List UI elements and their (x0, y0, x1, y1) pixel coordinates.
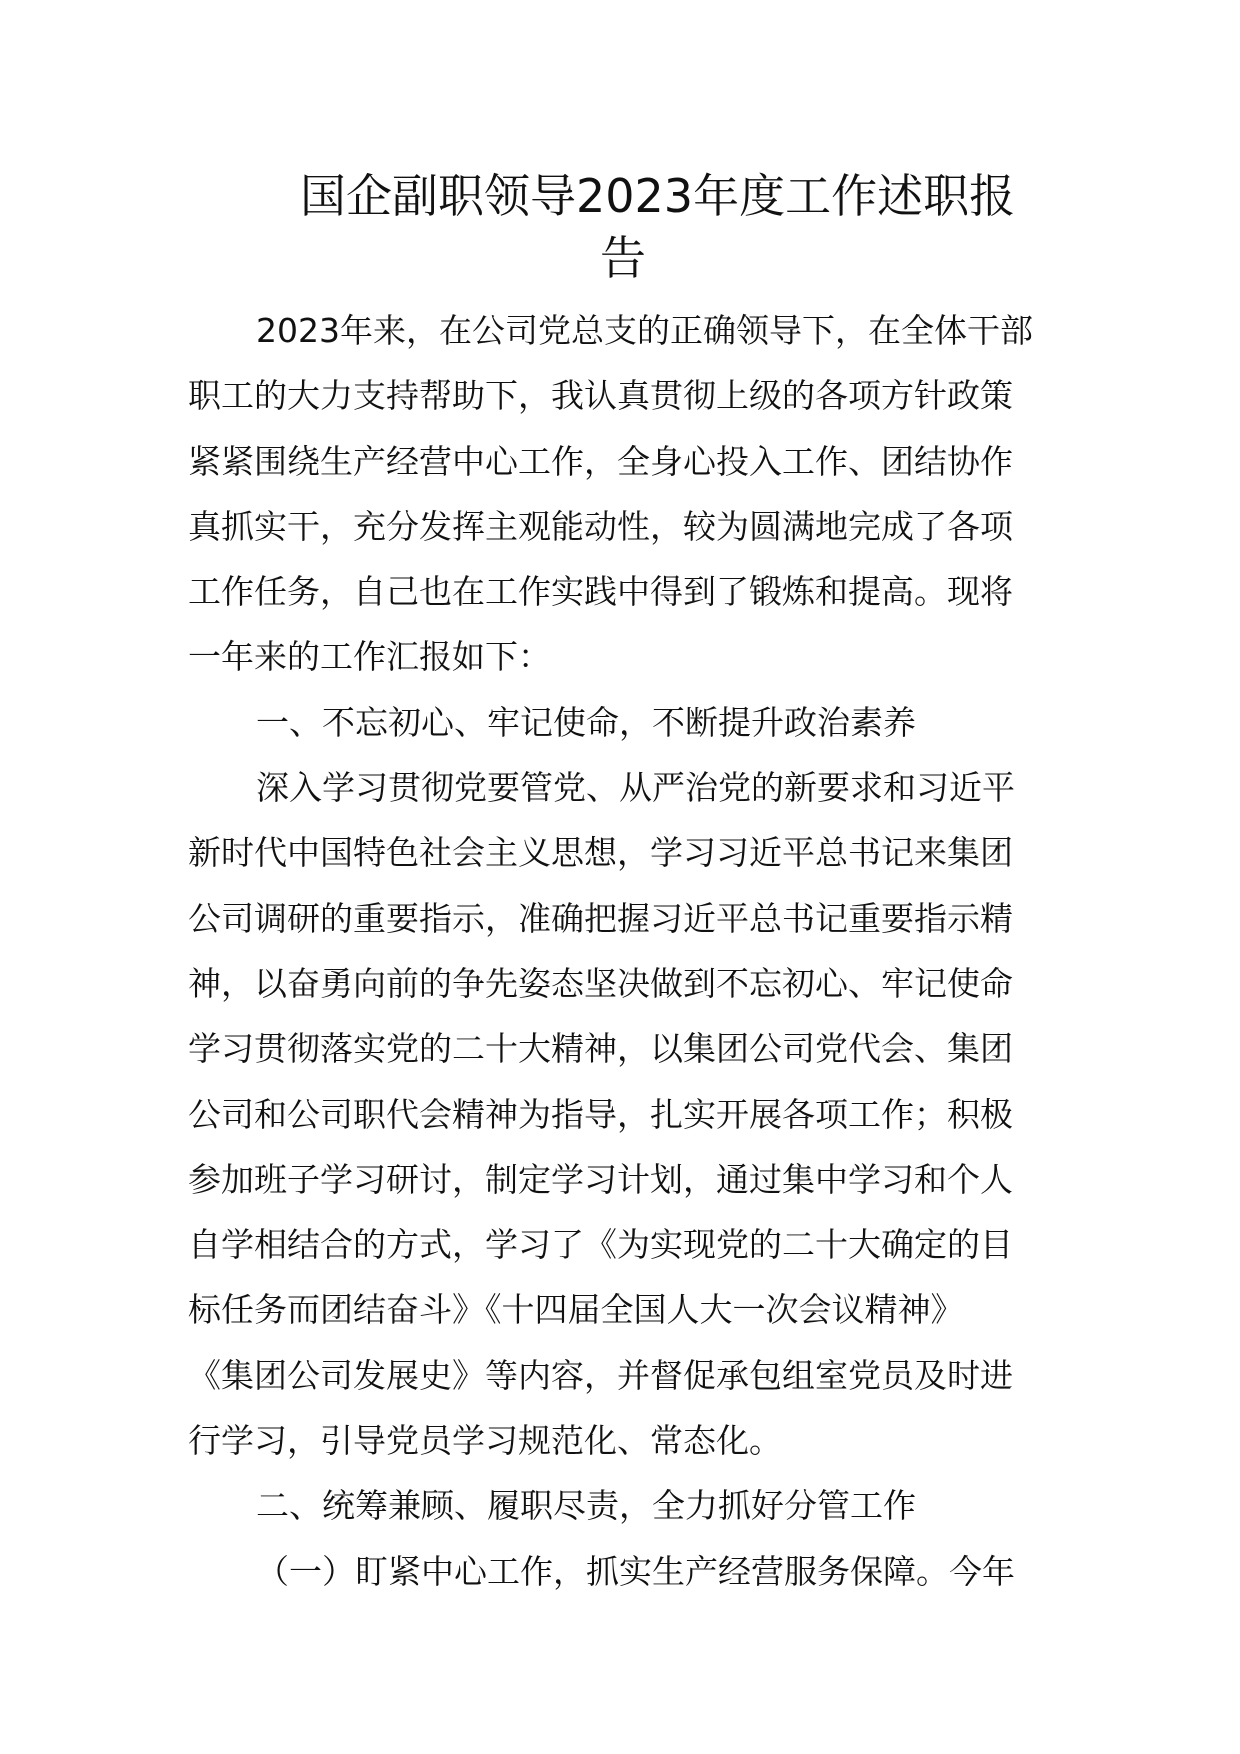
body-line: （一）盯紧中心工作，抓实生产经营服务保障。今年 (256, 1551, 1015, 1591)
document-body (188, 298, 1068, 1604)
body-line: 学习贯彻落实党的二十大精神，以集团公司党代会、集团 (188, 1029, 1013, 1069)
body-line: 深入学习贯彻党要管党、从严治党的新要求和习近平 (256, 768, 1015, 808)
body-line: 自学相结合的方式，学习了《为实现党的二十大确定的目 (188, 1225, 1013, 1265)
body-line: 职工的大力支持帮助下，我认真贯彻上级的各项方针政策 (188, 376, 1013, 416)
body-line: 参加班子学习研讨，制定学习计划，通过集中学习和个人 (188, 1159, 1013, 1199)
body-line: 神，以奋勇向前的争先姿态坚决做到不忘初心、牢记使命 (188, 963, 1013, 1003)
body-line: 一年来的工作汇报如下： (188, 637, 551, 677)
body-line: 《集团公司发展史》等内容，并督促承包组室党员及时进 (188, 1355, 1013, 1395)
title-line-2: 告 (600, 231, 646, 285)
body-line: 真抓实干，充分发挥主观能动性，较为圆满地完成了各项 (188, 506, 1013, 546)
body-line: 行学习，引导党员学习规范化、常态化。 (188, 1421, 782, 1461)
body-line: 工作任务，自己也在工作实践中得到了锻炼和提高。现将 (188, 572, 1013, 612)
body-line: 紧紧围绕生产经营中心工作，全身心投入工作、团结协作 (188, 441, 1013, 481)
body-line: 一、不忘初心、牢记使命，不断提升政治素养 (256, 702, 916, 742)
body-line: 标任务而团结奋斗》《十四届全国人大一次会议精神》 (188, 1290, 964, 1330)
body-line: 2023年来，在公司党总支的正确领导下，在全体干部 (256, 311, 1033, 350)
body-line: 新时代中国特色社会主义思想，学习习近平总书记来集团 (188, 833, 1013, 873)
body-line: 二、统筹兼顾、履职尽责，全力抓好分管工作 (256, 1486, 916, 1526)
body-line: 公司和公司职代会精神为指导，扎实开展各项工作；积极 (188, 1094, 1013, 1134)
body-line: 公司调研的重要指示，准确把握习近平总书记重要指示精 (188, 898, 1013, 938)
document-title (300, 165, 1060, 289)
title-line-1: 国企副职领导2023年度工作述职报 (300, 169, 1016, 223)
